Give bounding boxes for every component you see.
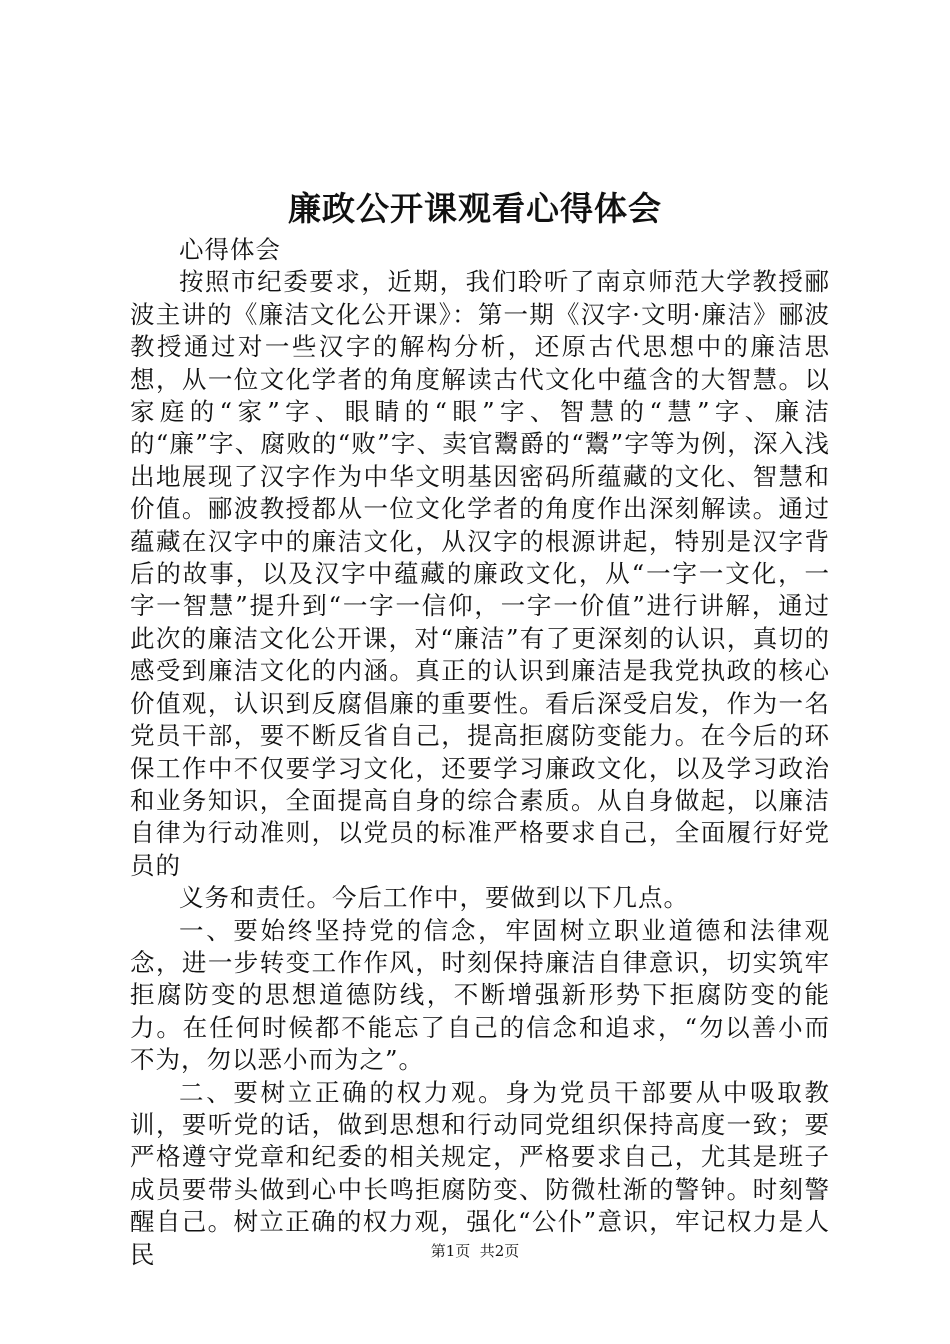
paragraph-duties: 义务和责任。今后工作中，要做到以下几点。 — [179, 883, 689, 913]
paragraph-point-one: 一、要始终坚持党的信念，牢固树立职业道德和法律观念，进一步转变工作作风，时刻保持廉洁自律意识，切实筑牢拒腐防变的思想道德防线，不断增强新形势下拒腐防变的能力。在任何时候都不能忘了自己的信念和追求，“勿以善小而不为，勿以恶小而为之”。 — [130, 915, 830, 1075]
paragraph-heading: 心得体会 — [179, 235, 281, 264]
paragraph-point-two: 二、要树立正确的权力观。身为党员干部要从中吸取教训，要听党的话，做到思想和行动同党组织保持高度一致；要严格遵守党章和纪委的相关规定，严格要求自己，尤其是班子成员要带头做到心中长鸣拒腐防变、防微杜渐的警钟。时刻警醒自己。树立正确的权力观，强化“公仆”意识，牢记权力是人民 — [130, 1077, 830, 1269]
page-number-footer: 第1页 共2页 — [430, 1242, 520, 1260]
paragraph-intro: 按照市纪委要求，近期，我们聆听了南京师范大学教授郦波主讲的《廉洁文化公开课》：第一期《汉字·文明·廉洁》郦波教授通过对一些汉字的解构分析，还原古代思想中的廉洁思想，从一位文化学者的角度解读古代文化中蕴含的大智慧。以家庭的“家”字、眼睛的“眼”字、智慧的“慧”字、廉洁的“廉”字、腐败的“败”字、卖官鬻爵的“鬻”字等为例，深入浅出地展现了汉字作为中华文明基因密码所蕴藏的文化、智慧和价值。郦波教授都从一位文化学者的角度作出深刻解读。通过蕴藏在汉字中的廉洁文化，从汉字的根源讲起，特别是汉字背后的故事，以及汉字中蕴藏的廉政文化，从“一字一文化，一字一智慧”提升到“一字一信仰，一字一价值”进行讲解，通过此次的廉洁文化公开课，对“廉洁”有了更深刻的认识，真切的感受到廉洁文化的内涵。真正的认识到廉洁是我党执政的核心价值观，认识到反腐倡廉的重要性。看后深受启发，作为一名党员干部，要不断反省自己，提高拒腐防变能力。在今后的环保工作中不仅要学习文化，还要学习廉政文化，以及学习政治和业务知识，全面提高自身的综合素质。从自身做起，以廉洁自律为行动准则，以党员的标准严格要求自己，全面履行好党员的 — [130, 267, 830, 880]
document-body — [130, 234, 830, 1271]
document-title: 廉政公开课观看心得体会 — [288, 189, 662, 228]
